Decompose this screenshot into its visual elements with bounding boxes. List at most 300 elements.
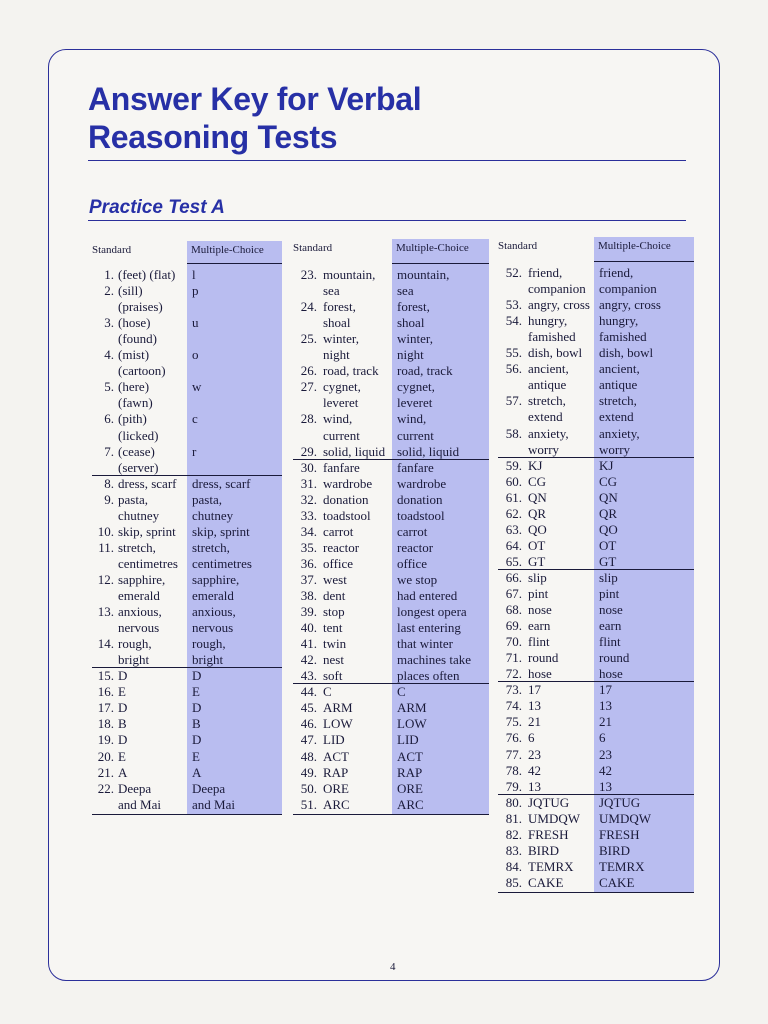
answer-row [498, 297, 694, 313]
question-number: 80. [505, 794, 522, 810]
standard-answer: 6 [528, 730, 535, 746]
answer-row [498, 875, 694, 891]
standard-answer: angry, cross [528, 297, 590, 313]
multiple-choice-answer: CG [599, 473, 618, 489]
multiple-choice-answer: we stop [397, 571, 438, 587]
answer-row [498, 442, 694, 458]
multiple-choice-answer: solid, liquid [397, 443, 460, 459]
question-number: 14. [97, 636, 114, 652]
standard-answer: (licked) [118, 427, 159, 443]
standard-answer: carrot [323, 523, 354, 539]
multiple-choice-answer: famished [599, 329, 647, 345]
standard-answer: chutney [118, 507, 160, 523]
standard-header: Standard [498, 240, 538, 252]
question-number: 22. [97, 780, 114, 796]
answer-row [92, 283, 282, 299]
question-number: 30. [300, 459, 317, 475]
multiple-choice-answer: ORE [397, 780, 423, 796]
standard-header: Standard [293, 242, 333, 254]
standard-answer: dish, bowl [528, 345, 583, 361]
standard-answer: anxious, [118, 604, 162, 620]
answer-row [92, 765, 282, 781]
standard-answer: flint [528, 634, 550, 650]
answer-row [498, 570, 694, 586]
question-number: 33. [300, 507, 317, 523]
multiple-choice-answer: machines take [397, 652, 471, 668]
question-number: 69. [505, 618, 522, 634]
answer-row [293, 444, 489, 460]
question-number: 65. [505, 553, 522, 569]
section-divider [92, 667, 282, 668]
multiple-choice-answer: C [397, 684, 406, 700]
answer-row [92, 572, 282, 588]
standard-answer: famished [528, 329, 576, 345]
multiple-choice-answer: places often [397, 668, 460, 684]
standard-answer: emerald [118, 588, 160, 603]
standard-answer: QN [528, 489, 547, 505]
multiple-choice-answer: u [192, 315, 199, 331]
answer-row [92, 331, 282, 347]
multiple-choice-answer: 42 [599, 762, 612, 778]
standard-answer: D [118, 668, 128, 684]
standard-answer: ARM [323, 700, 353, 716]
standard-answer: LID [323, 732, 345, 748]
answer-row [293, 411, 489, 427]
multiple-choice-answer: nervous [192, 620, 234, 636]
multiple-choice-answer: 13 [599, 778, 612, 794]
multiple-choice-answer: KJ [599, 457, 614, 473]
standard-answer: BIRD [528, 842, 560, 858]
answer-row [92, 508, 282, 524]
question-number: 16. [97, 684, 114, 700]
standard-answer: CG [528, 473, 547, 489]
answer-row [293, 588, 489, 604]
multiple-choice-answer: anxious, [192, 604, 236, 620]
answer-row [92, 460, 282, 476]
multiple-choice-answer: ancient, [599, 361, 640, 377]
column-header [92, 241, 282, 261]
standard-answer: (here) [118, 379, 150, 395]
standard-answer: west [323, 571, 347, 587]
multiple-choice-answer: anxiety, [599, 425, 640, 441]
answer-row [498, 265, 694, 281]
standard-answer: 42 [528, 762, 541, 778]
answer-row [498, 377, 694, 393]
answer-row [92, 668, 282, 684]
section-title: Practice Test A [89, 197, 225, 218]
answer-row [498, 779, 694, 795]
question-number: 46. [300, 716, 317, 732]
question-number: 1. [104, 267, 114, 282]
question-number: 68. [505, 602, 522, 618]
standard-answer: office [323, 555, 354, 571]
standard-answer: night [323, 347, 350, 363]
standard-answer: D [118, 732, 128, 748]
answer-row [498, 859, 694, 875]
answer-row [92, 444, 282, 460]
standard-answer: 23 [528, 746, 541, 762]
header-rule [594, 261, 694, 262]
standard-answer: ARC [323, 796, 350, 812]
answer-row [92, 363, 282, 379]
answer-row [92, 604, 282, 620]
question-number: 12. [97, 571, 114, 587]
question-number: 8. [104, 475, 114, 491]
answer-row [92, 476, 282, 492]
standard-answer: leveret [323, 395, 359, 411]
multiple-choice-answer: emerald [192, 588, 234, 603]
answer-row [498, 313, 694, 329]
multiple-choice-answer: wind, [397, 411, 427, 427]
multiple-choice-answer: office [397, 555, 428, 571]
standard-answer: sapphire, [118, 571, 166, 587]
question-number: 25. [300, 331, 317, 347]
answer-row [92, 652, 282, 668]
question-number: 36. [300, 555, 317, 571]
question-number: 71. [505, 650, 522, 666]
multiple-choice-answer: dish, bowl [599, 345, 654, 361]
multiple-choice-answer: chutney [192, 507, 234, 523]
multiple-choice-answer: leveret [397, 395, 433, 411]
multiple-choice-answer: forest, [397, 299, 430, 315]
standard-answer: B [118, 716, 127, 732]
multiple-choice-answer: r [192, 443, 197, 459]
question-number: 20. [97, 748, 114, 764]
answer-row [293, 620, 489, 636]
multiple-choice-answer: E [192, 748, 200, 764]
question-number: 35. [300, 539, 317, 555]
question-number: 2. [104, 283, 114, 299]
answer-row [498, 474, 694, 490]
multiple-choice-answer: sea [397, 283, 414, 299]
header-rule [187, 263, 282, 264]
multiple-choice-answer: companion [599, 281, 657, 297]
multiple-choice-answer: Deepa [192, 780, 226, 796]
multiple-choice-answer: 21 [599, 714, 612, 730]
multiple-choice-answer: that winter [397, 636, 453, 652]
multiple-choice-answer: FRESH [599, 826, 640, 842]
section-divider [498, 569, 694, 570]
standard-answer: friend, [528, 265, 563, 280]
standard-answer: (found) [118, 331, 157, 347]
answer-row [293, 524, 489, 540]
question-number: 60. [505, 473, 522, 489]
answer-row [498, 795, 694, 811]
standard-answer: soft [323, 668, 343, 684]
page-number: 4 [390, 961, 396, 973]
answer-column-2 [293, 239, 489, 819]
answer-row [498, 698, 694, 714]
multiple-choice-answer: nose [599, 602, 623, 618]
question-number: 44. [300, 684, 317, 700]
question-number: 55. [505, 345, 522, 361]
answer-row [498, 538, 694, 554]
multiple-choice-answer: QR [599, 505, 618, 521]
standard-answer: 13 [528, 698, 541, 714]
standard-answer: E [118, 748, 126, 764]
standard-answer: rough, [118, 636, 152, 652]
question-number: 6. [104, 411, 114, 427]
question-number: 19. [97, 732, 114, 748]
multiple-choice-answer: current [397, 427, 434, 443]
multiple-choice-answer: friend, [599, 265, 634, 280]
question-number: 9. [104, 491, 114, 507]
multiple-choice-answer: rough, [192, 636, 226, 652]
standard-answer: dress, scarf [118, 475, 177, 491]
multiple-choice-answer: slip [599, 569, 618, 585]
section-divider [498, 681, 694, 682]
question-number: 17. [97, 700, 114, 716]
answer-row [92, 797, 282, 813]
standard-answer: D [118, 700, 128, 716]
answer-row [498, 426, 694, 442]
multiple-choice-answer: mountain, [397, 267, 450, 282]
answer-row [92, 636, 282, 652]
question-number: 56. [505, 361, 522, 377]
multiple-choice-answer: carrot [397, 523, 428, 539]
answer-row [92, 379, 282, 395]
multiple-choice-answer: OT [599, 537, 617, 553]
multiple-choice-answer: round [599, 650, 630, 666]
column-bottom-rule [498, 892, 694, 893]
question-number: 67. [505, 586, 522, 601]
standard-answer: current [323, 427, 360, 443]
answer-row [498, 329, 694, 345]
multiple-choice-answer: had entered [397, 588, 458, 603]
standard-answer: (pith) [118, 411, 147, 427]
section-title-rule [88, 220, 686, 221]
standard-answer: (sill) [118, 283, 143, 299]
multiple-choice-answer: antique [599, 377, 638, 393]
question-number: 29. [300, 443, 317, 459]
standard-answer: A [118, 764, 128, 780]
answer-row [498, 602, 694, 618]
multiple-choice-answer: QN [599, 489, 618, 505]
standard-answer: solid, liquid [323, 443, 386, 459]
standard-answer: (mist) [118, 347, 150, 363]
standard-answer: TEMRX [528, 858, 574, 874]
standard-answer: shoal [323, 315, 351, 331]
answer-row [92, 395, 282, 411]
question-number: 47. [300, 732, 317, 748]
column-header [498, 237, 694, 257]
standard-answer: extend [528, 409, 563, 425]
answer-row [92, 411, 282, 427]
multiple-choice-answer: c [192, 411, 198, 427]
question-number: 23. [300, 267, 317, 282]
multiple-choice-answer: D [192, 700, 202, 716]
answer-row [293, 781, 489, 797]
multiple-choice-answer: o [192, 347, 199, 363]
answer-row [498, 618, 694, 634]
standard-answer: FRESH [528, 826, 569, 842]
answer-row [92, 749, 282, 765]
multiple-choice-answer: hose [599, 666, 623, 682]
answer-row [293, 732, 489, 748]
question-number: 81. [505, 810, 522, 826]
answer-row [498, 666, 694, 682]
multiple-choice-answer: pasta, [192, 491, 222, 507]
multiple-choice-answer: 17 [599, 682, 612, 698]
standard-answer: reactor [323, 539, 360, 555]
answer-row [293, 700, 489, 716]
multiple-choice-answer: cygnet, [397, 379, 435, 395]
answer-row [498, 811, 694, 827]
page-title [88, 80, 421, 156]
multiple-choice-answer: flint [599, 634, 621, 650]
answer-row [293, 267, 489, 283]
answer-row [293, 492, 489, 508]
answer-row [498, 682, 694, 698]
answer-row [92, 540, 282, 556]
standard-answer: stretch, [118, 539, 156, 555]
answer-row [92, 524, 282, 540]
answer-row [293, 797, 489, 813]
multiple-choice-answer: sapphire, [192, 571, 240, 587]
standard-answer: hose [528, 666, 552, 682]
question-number: 52. [505, 265, 522, 280]
answer-row [498, 393, 694, 409]
multiple-choice-answer: QO [599, 521, 618, 537]
standard-answer: road, track [323, 363, 379, 379]
question-number: 49. [300, 764, 317, 780]
standard-answer: KJ [528, 457, 543, 473]
standard-answer: JQTUG [528, 794, 570, 810]
standard-answer: anxiety, [528, 425, 569, 441]
multiple-choice-answer: stretch, [599, 393, 637, 409]
answer-row [293, 428, 489, 444]
answer-row [498, 490, 694, 506]
standard-answer: ACT [323, 748, 349, 764]
standard-answer: and Mai [118, 796, 161, 812]
multiple-choice-answer: 6 [599, 730, 606, 746]
standard-answer: E [118, 684, 126, 700]
answer-row [293, 556, 489, 572]
answer-row [498, 345, 694, 361]
multiple-choice-answer: LOW [397, 716, 427, 732]
standard-answer: (server) [118, 459, 159, 475]
section-divider [293, 459, 489, 460]
standard-answer: 21 [528, 714, 541, 730]
standard-answer: earn [528, 618, 551, 634]
question-number: 40. [300, 620, 317, 636]
question-number: 24. [300, 299, 317, 315]
multiple-choice-answer: earn [599, 618, 622, 634]
standard-answer: stretch, [528, 393, 566, 409]
question-number: 62. [505, 505, 522, 521]
standard-answer: antique [528, 377, 567, 393]
question-number: 61. [505, 489, 522, 505]
section-divider [498, 794, 694, 795]
question-number: 3. [104, 315, 114, 331]
multiple-choice-answer: LID [397, 732, 419, 748]
answer-row [92, 556, 282, 572]
multiple-choice-answer: ARC [397, 796, 424, 812]
standard-answer: QR [528, 505, 547, 521]
answer-column-3 [498, 237, 694, 897]
standard-answer: RAP [323, 764, 349, 780]
question-number: 58. [505, 425, 522, 441]
answer-row [293, 315, 489, 331]
answer-row [293, 765, 489, 781]
answer-row [92, 588, 282, 604]
standard-answer: stop [323, 604, 345, 620]
multiple-choice-answer: JQTUG [599, 794, 641, 810]
multiple-choice-header: Multiple-Choice [396, 242, 469, 254]
standard-answer: centimetres [118, 555, 178, 571]
answer-row [498, 763, 694, 779]
question-number: 54. [505, 313, 522, 329]
answer-row [293, 363, 489, 379]
section-divider [92, 475, 282, 476]
multiple-choice-answer: UMDQW [599, 810, 651, 826]
multiple-choice-answer: BIRD [599, 842, 631, 858]
multiple-choice-answer: E [192, 684, 200, 700]
question-number: 10. [97, 523, 114, 539]
multiple-choice-answer: longest opera [397, 604, 467, 620]
question-number: 38. [300, 588, 317, 603]
question-number: 75. [505, 714, 522, 730]
multiple-choice-answer: extend [599, 409, 634, 425]
multiple-choice-answer: CAKE [599, 874, 635, 890]
answer-row [293, 604, 489, 620]
multiple-choice-answer: shoal [397, 315, 425, 331]
standard-answer: (feet) (flat) [118, 267, 176, 282]
answer-row [92, 684, 282, 700]
standard-answer: round [528, 650, 559, 666]
multiple-choice-answer: last entering [397, 620, 461, 636]
question-number: 7. [104, 443, 114, 459]
question-number: 64. [505, 537, 522, 553]
standard-answer: forest, [323, 299, 356, 315]
question-number: 53. [505, 297, 522, 313]
question-number: 5. [104, 379, 114, 395]
answer-row [293, 716, 489, 732]
question-number: 85. [505, 874, 522, 890]
standard-answer: QO [528, 521, 547, 537]
question-number: 66. [505, 569, 522, 585]
answer-row [498, 586, 694, 602]
multiple-choice-answer: bright [192, 652, 224, 668]
question-number: 45. [300, 700, 317, 716]
multiple-choice-answer: 23 [599, 746, 612, 762]
answer-row [498, 714, 694, 730]
answer-row [293, 331, 489, 347]
answer-row [293, 540, 489, 556]
standard-answer: (cartoon) [118, 363, 166, 379]
multiple-choice-answer: toadstool [397, 507, 445, 523]
answer-row [293, 652, 489, 668]
question-number: 31. [300, 475, 317, 491]
multiple-choice-answer: ACT [397, 748, 423, 764]
answer-row [498, 409, 694, 425]
question-number: 39. [300, 604, 317, 620]
answer-row [293, 395, 489, 411]
answer-row [293, 508, 489, 524]
question-number: 82. [505, 826, 522, 842]
answer-row [293, 299, 489, 315]
standard-answer: toadstool [323, 507, 371, 523]
question-number: 59. [505, 457, 522, 473]
answer-row [293, 749, 489, 765]
multiple-choice-answer: angry, cross [599, 297, 661, 313]
multiple-choice-answer: worry [599, 441, 631, 457]
answer-row [92, 620, 282, 636]
answer-column-1 [92, 241, 282, 819]
multiple-choice-answer: p [192, 283, 199, 299]
standard-answer: worry [528, 441, 560, 457]
multiple-choice-answer: w [192, 379, 202, 395]
